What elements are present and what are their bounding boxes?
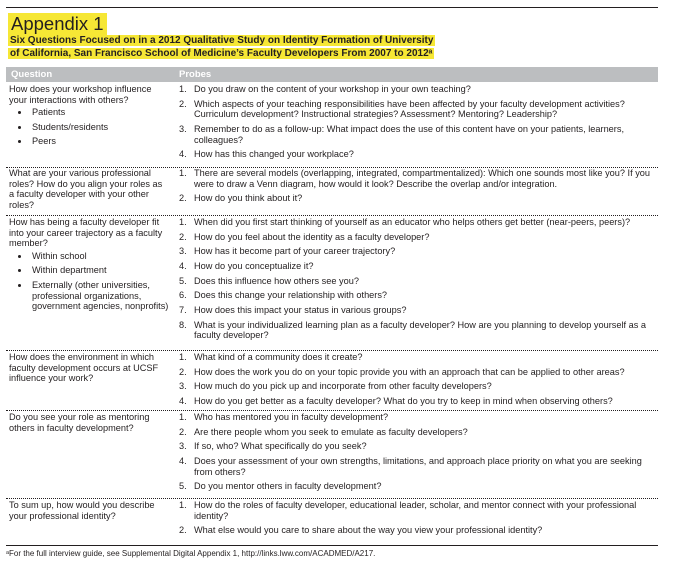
probe-text: How does the work you do on your topic provide you with an approach that can be applied to other areas? xyxy=(194,366,625,377)
probe-item xyxy=(179,381,657,392)
probe-item xyxy=(179,246,657,257)
probes-list xyxy=(179,500,657,540)
table-row xyxy=(6,84,658,168)
header-question: Question xyxy=(11,69,53,80)
probes-list xyxy=(179,84,657,164)
question-text: What are your various professional roles? How do you align your roles as a faculty developer with your other roles? xyxy=(9,168,163,210)
probe-number: 2. xyxy=(179,525,187,536)
probe-number: 3. xyxy=(179,441,187,452)
appendix-page xyxy=(6,0,658,566)
question-text: How has being a faculty developer fit into your career trajectory as a faculty member? xyxy=(9,217,163,249)
probe-text: What else would you care to share about the way you view your professional identity? xyxy=(194,525,543,536)
probe-item xyxy=(179,84,657,95)
subitem: • Externally (other universities, professional organizations, government agencies, nonprofits) xyxy=(30,280,169,312)
probe-text: Does your assessment of your own strengths, limitations, and approach place priority on what you are seeking from others? xyxy=(194,456,642,477)
probe-text: Who has mentored you in faculty development? xyxy=(194,412,389,422)
probe-item xyxy=(179,352,657,363)
probe-item xyxy=(179,441,657,452)
probe-number: 1. xyxy=(179,84,187,94)
probe-item xyxy=(179,481,657,492)
probe-text: Does this change your relationship with others? xyxy=(194,290,388,301)
subitem: • Within school xyxy=(30,251,169,262)
appendix-label: Appendix 1 xyxy=(8,13,107,35)
question-cell xyxy=(9,217,169,316)
probe-item xyxy=(179,290,657,301)
probe-number: 2. xyxy=(179,366,187,377)
probe-number: 1. xyxy=(179,168,187,178)
probe-item xyxy=(179,99,657,120)
probe-number: 1. xyxy=(179,352,187,362)
probe-text: How much do you pick up and incorporate from other faculty developers? xyxy=(194,381,492,392)
probe-number: 5. xyxy=(179,481,187,492)
question-text: To sum up, how would you describe your professional identity? xyxy=(9,500,155,521)
probe-text: How has it become part of your career trajectory? xyxy=(194,246,396,257)
probe-text: If so, who? What specifically do you seek? xyxy=(194,441,367,452)
probe-text: Remember to do as a follow-up: What impact does the use of this content have on your patients, learners, colleagues? xyxy=(194,123,625,145)
probe-item xyxy=(179,367,657,378)
probe-text: Which aspects of your teaching responsibilities have been affected by your faculty development activities? Curriculum development? Instructional strategies? Assessment? Mentoring? Leadership? xyxy=(194,98,625,120)
probe-item xyxy=(179,193,657,204)
caption-line-1: Six Questions Focused on in a 2012 Qualitative Study on Identity Formation of University xyxy=(10,35,434,46)
probe-text: Do you mentor others in faculty development? xyxy=(194,481,382,492)
probe-item xyxy=(179,124,657,145)
probe-number: 4. xyxy=(179,456,187,467)
probe-item xyxy=(179,168,657,189)
probes-list xyxy=(179,168,657,208)
probe-text: How does this impact your status in various groups? xyxy=(194,305,407,316)
probe-item xyxy=(179,500,657,521)
probe-number: 4. xyxy=(179,149,187,160)
probe-number: 3. xyxy=(179,123,187,134)
probe-item xyxy=(179,456,657,477)
question-cell xyxy=(9,500,169,521)
probe-number: 1. xyxy=(179,217,187,227)
probe-text: How do the roles of faculty developer, educational leader, scholar, and mentor connect with your professional identity? xyxy=(194,500,637,521)
probe-number: 1. xyxy=(179,412,187,422)
footnote: ᵃFor the full interview guide, see Supplemental Digital Appendix 1, http://links.lww.com/ACADMED/A217. xyxy=(6,549,376,558)
probe-number: 3. xyxy=(179,381,187,392)
question-text: How does your workshop influence your interactions with others? xyxy=(9,84,152,105)
probe-text: Are there people whom you seek to emulate as faculty developers? xyxy=(194,426,468,437)
probes-list xyxy=(179,217,657,345)
table-row xyxy=(6,217,658,351)
probe-number: 2. xyxy=(179,231,187,242)
probes-list xyxy=(179,352,657,411)
probe-number: 1. xyxy=(179,500,187,510)
caption-line-2: of California, San Francisco School of Medicine’s Faculty Developers From 2007 to 2012ᵃ xyxy=(10,47,433,59)
probe-number: 3. xyxy=(179,246,187,257)
probe-number: 4. xyxy=(179,396,187,407)
probe-text: When did you first start thinking of yourself as an educator who helps others get better (near-peers, peers)? xyxy=(194,217,631,227)
table-caption xyxy=(8,35,658,60)
bottom-rule xyxy=(6,545,658,546)
probe-item xyxy=(179,396,657,407)
question-subitems xyxy=(9,107,169,147)
top-rule xyxy=(6,7,658,8)
question-cell xyxy=(9,84,169,151)
probe-item xyxy=(179,427,657,438)
table-row xyxy=(6,352,658,411)
probe-item xyxy=(179,261,657,272)
probe-item xyxy=(179,525,657,536)
probe-text: What kind of a community does it create? xyxy=(194,352,363,362)
table-header xyxy=(6,67,658,82)
subitem: • Students/residents xyxy=(30,122,169,133)
probe-text: How do you get better as a faculty developer? What do you try to keep in mind when observing others? xyxy=(194,396,613,407)
subitem: • Peers xyxy=(30,136,169,147)
probe-number: 6. xyxy=(179,290,187,301)
probe-item xyxy=(179,276,657,287)
probes-list xyxy=(179,412,657,496)
probe-number: 5. xyxy=(179,275,187,286)
probe-text: How do you think about it? xyxy=(194,193,303,204)
probe-item xyxy=(179,320,657,341)
probe-number: 2. xyxy=(179,98,187,109)
probe-item xyxy=(179,217,657,228)
table-row xyxy=(6,168,658,216)
question-cell xyxy=(9,352,169,384)
probe-item xyxy=(179,232,657,243)
probe-text: What is your individualized learning plan as a faculty developer? How are you planning to develop yourself as a faculty developer? xyxy=(194,319,646,341)
probe-number: 2. xyxy=(179,426,187,437)
table-row xyxy=(6,500,658,544)
probe-number: 4. xyxy=(179,261,187,272)
question-cell xyxy=(9,412,169,433)
table-row xyxy=(6,412,658,499)
probe-text: Does this influence how others see you? xyxy=(194,275,359,286)
subitem: • Within department xyxy=(30,265,169,276)
probe-number: 7. xyxy=(179,305,187,316)
probe-text: How do you conceptualize it? xyxy=(194,261,314,272)
subitem: • Patients xyxy=(30,107,169,118)
header-probes: Probes xyxy=(179,69,212,80)
probe-number: 8. xyxy=(179,319,187,330)
probe-item xyxy=(179,149,657,160)
probe-text: There are several models (overlapping, integrated, compartmentalized): Which one sounds most like you? If you were to draw a Venn diagram, how would it look? Describe the overlap and/or integration. xyxy=(194,168,651,189)
probe-text: How has this changed your workplace? xyxy=(194,149,354,160)
question-text: How does the environment in which faculty development occurs at UCSF influence your work? xyxy=(9,352,159,384)
probe-text: How do you feel about the identity as a faculty developer? xyxy=(194,231,430,242)
question-subitems xyxy=(9,251,169,312)
probe-item xyxy=(179,412,657,423)
probe-text: Do you draw on the content of your workshop in your own teaching? xyxy=(194,84,471,94)
probe-item xyxy=(179,305,657,316)
question-cell xyxy=(9,168,169,210)
probe-number: 2. xyxy=(179,193,187,204)
question-text: Do you see your role as mentoring others in faculty development? xyxy=(9,412,150,433)
